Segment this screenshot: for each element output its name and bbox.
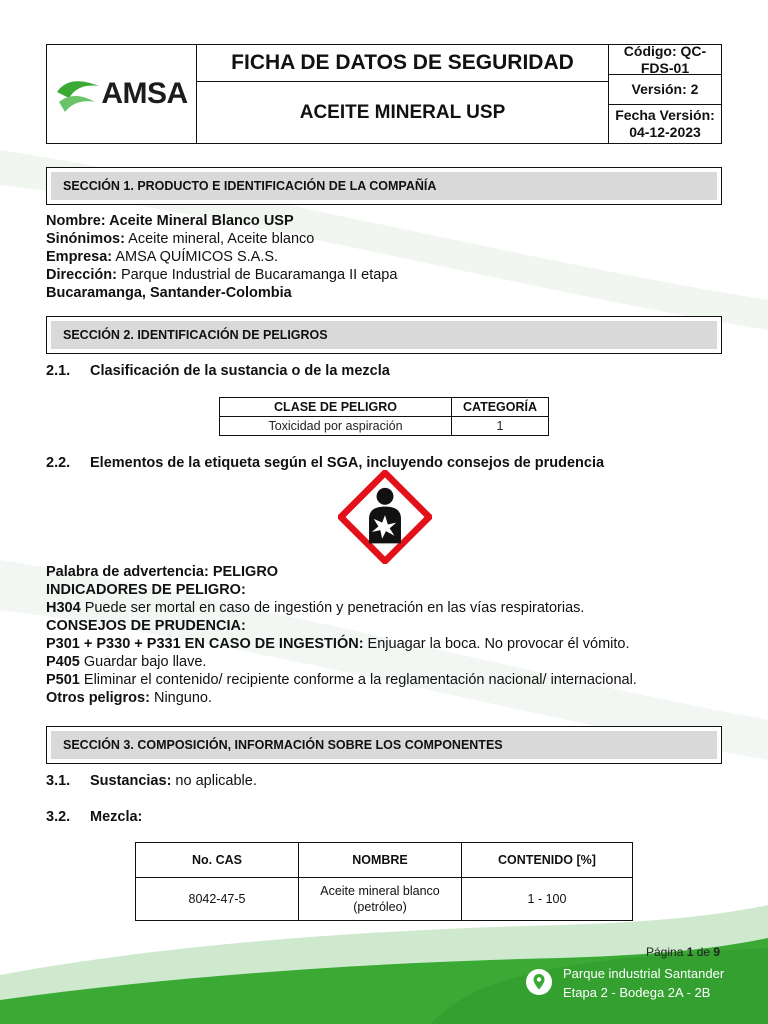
- table-cell: 1 - 100: [462, 878, 633, 921]
- document-version: Versión: 2: [609, 75, 721, 105]
- synonyms: Sinónimos: Aceite mineral, Aceite blanco: [46, 231, 315, 247]
- table-cell: 8042-47-5: [136, 878, 299, 921]
- subsection-3-1: 3.1. Sustancias: no aplicable.: [46, 773, 257, 789]
- table-row: [220, 417, 549, 436]
- table-cell: 1: [452, 417, 549, 436]
- p501-statement: P501 Eliminar el contenido/ recipiente conforme a la reglamentación nacional/ internacional.: [46, 672, 637, 688]
- p405-statement: P405 Guardar bajo llave.: [46, 654, 207, 670]
- page-number: Página 1 de 9: [646, 945, 721, 959]
- version-date-value: 04-12-2023: [629, 124, 701, 140]
- table-cell: Aceite mineral blanco (petróleo): [299, 878, 462, 921]
- footer-address-line2: Etapa 2 - Bodega 2A - 2B: [563, 985, 711, 1000]
- subsection-2-1: 2.1. Clasificación de la sustancia o de la mezcla: [46, 363, 390, 379]
- header-title-block: [197, 45, 609, 143]
- product-title: ACEITE MINERAL USP: [299, 101, 506, 123]
- document-title: FICHA DE DATOS DE SEGURIDAD: [197, 45, 608, 82]
- document-code: Código: QC-FDS-01: [609, 45, 721, 75]
- hazard-indicators-label: INDICADORES DE PELIGRO:: [46, 582, 246, 598]
- product-name: Nombre: Aceite Mineral Blanco USP: [46, 213, 294, 229]
- hazard-class-table: [219, 397, 549, 436]
- version-date-label: Fecha Versión:: [615, 107, 715, 123]
- other-hazards: Otros peligros: Ninguno.: [46, 690, 213, 706]
- document-header: [46, 44, 722, 144]
- subsection-2-2: 2.2. Elementos de la etiqueta según el SGA, incluyendo consejos de prudencia: [46, 455, 605, 471]
- location-pin-icon: [526, 969, 552, 995]
- composition-table: [135, 842, 633, 921]
- table-header-cell: CLASE DE PELIGRO: [220, 398, 452, 417]
- p301-statement: P301 + P330 + P331 EN CASO DE INGESTIÓN: Enjuagar la boca. No provocar él vómito.: [46, 636, 630, 652]
- version-date: [609, 105, 721, 143]
- table-header-cell: CATEGORÍA: [452, 398, 549, 417]
- table-row: [136, 878, 633, 921]
- section-1-heading: SECCIÓN 1. PRODUCTO E IDENTIFICACIÓN DE LA COMPAÑÍA: [46, 167, 722, 205]
- table-cell: Toxicidad por aspiración: [220, 417, 452, 436]
- h304-statement: H304 Puede ser mortal en caso de ingestión y penetración en las vías respiratorias.: [46, 600, 585, 616]
- table-header-row: [136, 843, 633, 878]
- logo-text: AMSA: [101, 77, 188, 110]
- precautionary-label: CONSEJOS DE PRUDENCIA:: [46, 618, 246, 634]
- section-3-heading: SECCIÓN 3. COMPOSICIÓN, INFORMACIÓN SOBRE LOS COMPONENTES: [46, 726, 722, 764]
- table-header-cell: No. CAS: [136, 843, 299, 878]
- city: Bucaramanga, Santander-Colombia: [46, 285, 292, 301]
- table-header-row: [220, 398, 549, 417]
- amsa-swoosh-icon: [55, 72, 101, 116]
- footer-address-line1: Parque industrial Santander: [563, 966, 725, 981]
- health-hazard-pictogram-icon: [338, 470, 432, 564]
- table-header-cell: CONTENIDO [%]: [462, 843, 633, 878]
- section-2-heading: SECCIÓN 2. IDENTIFICACIÓN DE PELIGROS: [46, 316, 722, 354]
- subsection-3-2: 3.2. Mezcla:: [46, 809, 143, 825]
- header-meta-block: [609, 42, 721, 143]
- company-logo: [47, 45, 197, 143]
- signal-word: Palabra de advertencia: PELIGRO: [46, 564, 279, 580]
- address: Dirección: Parque Industrial de Bucaramanga II etapa: [46, 267, 398, 283]
- table-header-cell: NOMBRE: [299, 843, 462, 878]
- company: Empresa: AMSA QUÍMICOS S.A.S.: [46, 249, 279, 265]
